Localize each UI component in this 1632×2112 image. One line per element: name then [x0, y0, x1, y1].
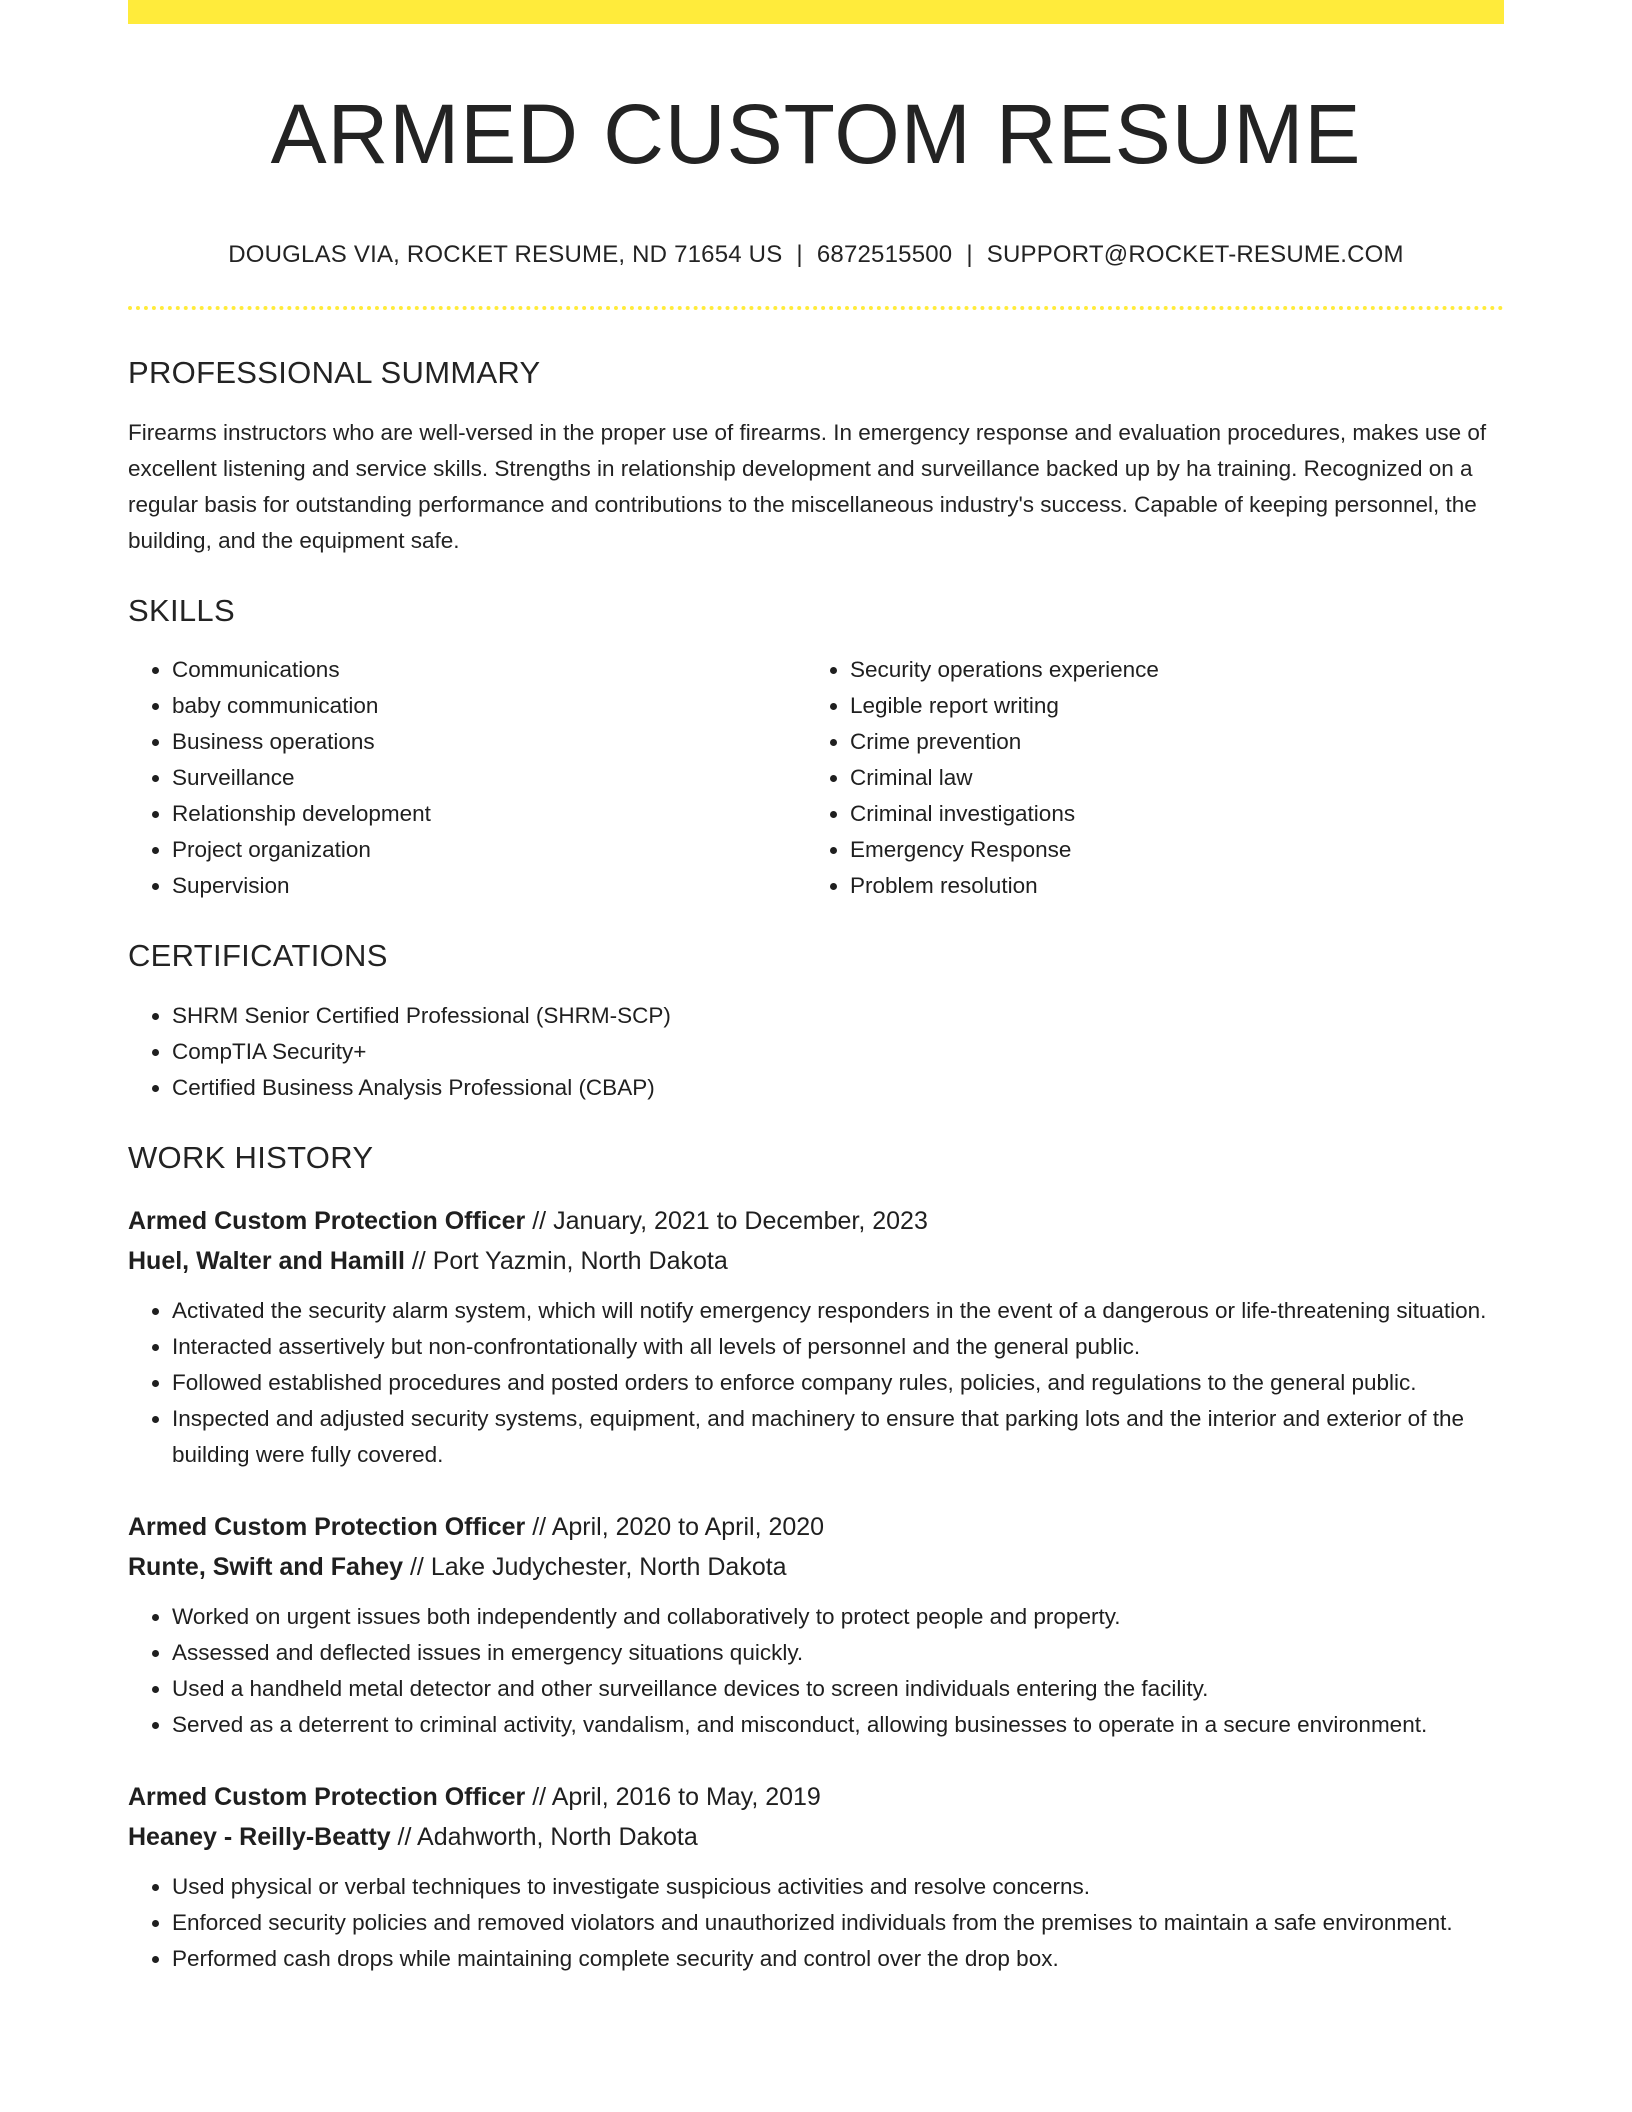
skills-list	[128, 652, 1504, 904]
job-title-line	[128, 1777, 1504, 1817]
job-title-line	[128, 1201, 1504, 1241]
job-title: Armed Custom Protection Officer	[128, 1512, 526, 1541]
job-entry	[128, 1777, 1504, 1977]
skill-item: • Business operations	[172, 724, 806, 760]
skill-item: • Problem resolution	[850, 868, 1484, 904]
certification-item: • Certified Business Analysis Professional (CBAP)	[172, 1070, 1504, 1106]
job-company-line	[128, 1241, 1504, 1281]
job-bullet: • Enforced security policies and removed violators and unauthorized individuals from the premises to maintain a safe environment.	[172, 1905, 1504, 1941]
skills-heading: SKILLS	[128, 592, 235, 628]
job-dates: April, 2020 to April, 2020	[551, 1512, 825, 1541]
job-separator: //	[390, 1822, 418, 1851]
skill-item: • Emergency Response	[850, 832, 1484, 868]
resume-title: ARMED CUSTOM RESUME	[270, 87, 1362, 181]
skill-item: • Crime prevention	[850, 724, 1484, 760]
job-company: Huel, Walter and Hamill	[128, 1246, 405, 1275]
job-company-line	[128, 1547, 1504, 1587]
contact-phone: 6872515500	[816, 240, 953, 268]
job-separator: //	[525, 1206, 554, 1235]
certifications-list	[128, 998, 1504, 1106]
top-accent-bar	[128, 0, 1504, 24]
job-title: Armed Custom Protection Officer	[128, 1206, 526, 1235]
contact-email: SUPPORT@ROCKET-RESUME.COM	[986, 240, 1404, 268]
job-bullets	[128, 1869, 1504, 1977]
skill-item: • Supervision	[172, 868, 806, 904]
job-bullet: • Inspected and adjusted security systems, equipment, and machinery to ensure that parking lots and the interior and exterior of the building were fully covered.	[172, 1401, 1504, 1473]
contact-separator: |	[966, 240, 973, 268]
skill-item: • Legible report writing	[850, 688, 1484, 724]
job-location: Adahworth, North Dakota	[417, 1822, 698, 1851]
skill-item: • Relationship development	[172, 796, 806, 832]
certifications-heading: CERTIFICATIONS	[128, 937, 388, 973]
job-title: Armed Custom Protection Officer	[128, 1782, 526, 1811]
skills-column-right	[806, 652, 1484, 904]
job-bullet: • Interacted assertively but non-confrontationally with all levels of personnel and the general public.	[172, 1329, 1504, 1365]
job-title-line	[128, 1507, 1504, 1547]
job-entry	[128, 1507, 1504, 1743]
dotted-divider	[128, 306, 1504, 310]
skill-item: • Surveillance	[172, 760, 806, 796]
job-location: Port Yazmin, North Dakota	[432, 1246, 728, 1275]
work-history-heading: WORK HISTORY	[128, 1139, 374, 1175]
job-bullets	[128, 1599, 1504, 1743]
job-bullet: • Served as a deterrent to criminal activity, vandalism, and misconduct, allowing businesses to operate in a secure environment.	[172, 1707, 1504, 1743]
job-bullet: • Activated the security alarm system, which will notify emergency responders in the event of a dangerous or life-threatening situation.	[172, 1293, 1504, 1329]
contact-address: DOUGLAS VIA, ROCKET RESUME, ND 71654 US	[228, 240, 783, 268]
job-dates: April, 2016 to May, 2019	[551, 1782, 821, 1811]
summary-text: Firearms instructors who are well-versed in the proper use of firearms. In emergency response and evaluation procedures, makes use of excellent listening and service skills. Strengths in relationship development and surveillance backed up by ha training. Recognized on a regular basis for outstanding performance and contributions to the miscellaneous industry's success. Capable of keeping personnel, the building, and the equipment safe.	[128, 419, 1487, 553]
job-bullet: • Used a handheld metal detector and other surveillance devices to screen individuals entering the facility.	[172, 1671, 1504, 1707]
job-bullet: • Assessed and deflected issues in emergency situations quickly.	[172, 1635, 1504, 1671]
contact-line	[128, 241, 1504, 269]
job-bullet: • Performed cash drops while maintaining complete security and control over the drop box.	[172, 1941, 1504, 1977]
job-company-line	[128, 1817, 1504, 1857]
job-company: Runte, Swift and Fahey	[128, 1552, 404, 1581]
job-separator: //	[403, 1552, 431, 1581]
job-separator: //	[404, 1246, 433, 1275]
certification-item: • CompTIA Security+	[172, 1034, 1504, 1070]
contact-separator: |	[796, 240, 803, 268]
skill-item: • Communications	[172, 652, 806, 688]
job-bullet: • Used physical or verbal techniques to investigate suspicious activities and resolve concerns.	[172, 1869, 1504, 1905]
skills-column-left	[128, 652, 806, 904]
skill-item: • Security operations experience	[850, 652, 1484, 688]
job-separator: //	[525, 1782, 552, 1811]
job-dates: January, 2021 to December, 2023	[553, 1206, 928, 1235]
skill-item: • Criminal law	[850, 760, 1484, 796]
job-separator: //	[525, 1512, 552, 1541]
resume-page	[128, 0, 1504, 1977]
job-company: Heaney - Reilly-Beatty	[128, 1822, 391, 1851]
certification-item: • SHRM Senior Certified Professional (SHRM-SCP)	[172, 998, 1504, 1034]
skill-item: • baby communication	[172, 688, 806, 724]
skill-item: • Criminal investigations	[850, 796, 1484, 832]
job-bullet: • Followed established procedures and posted orders to enforce company rules, policies, and regulations to the general public.	[172, 1365, 1504, 1401]
job-bullets	[128, 1293, 1504, 1473]
skill-item: • Project organization	[172, 832, 806, 868]
job-location: Lake Judychester, North Dakota	[430, 1552, 787, 1581]
job-bullet: • Worked on urgent issues both independently and collaboratively to protect people and property.	[172, 1599, 1504, 1635]
summary-heading: PROFESSIONAL SUMMARY	[128, 354, 541, 390]
job-entry	[128, 1201, 1504, 1473]
